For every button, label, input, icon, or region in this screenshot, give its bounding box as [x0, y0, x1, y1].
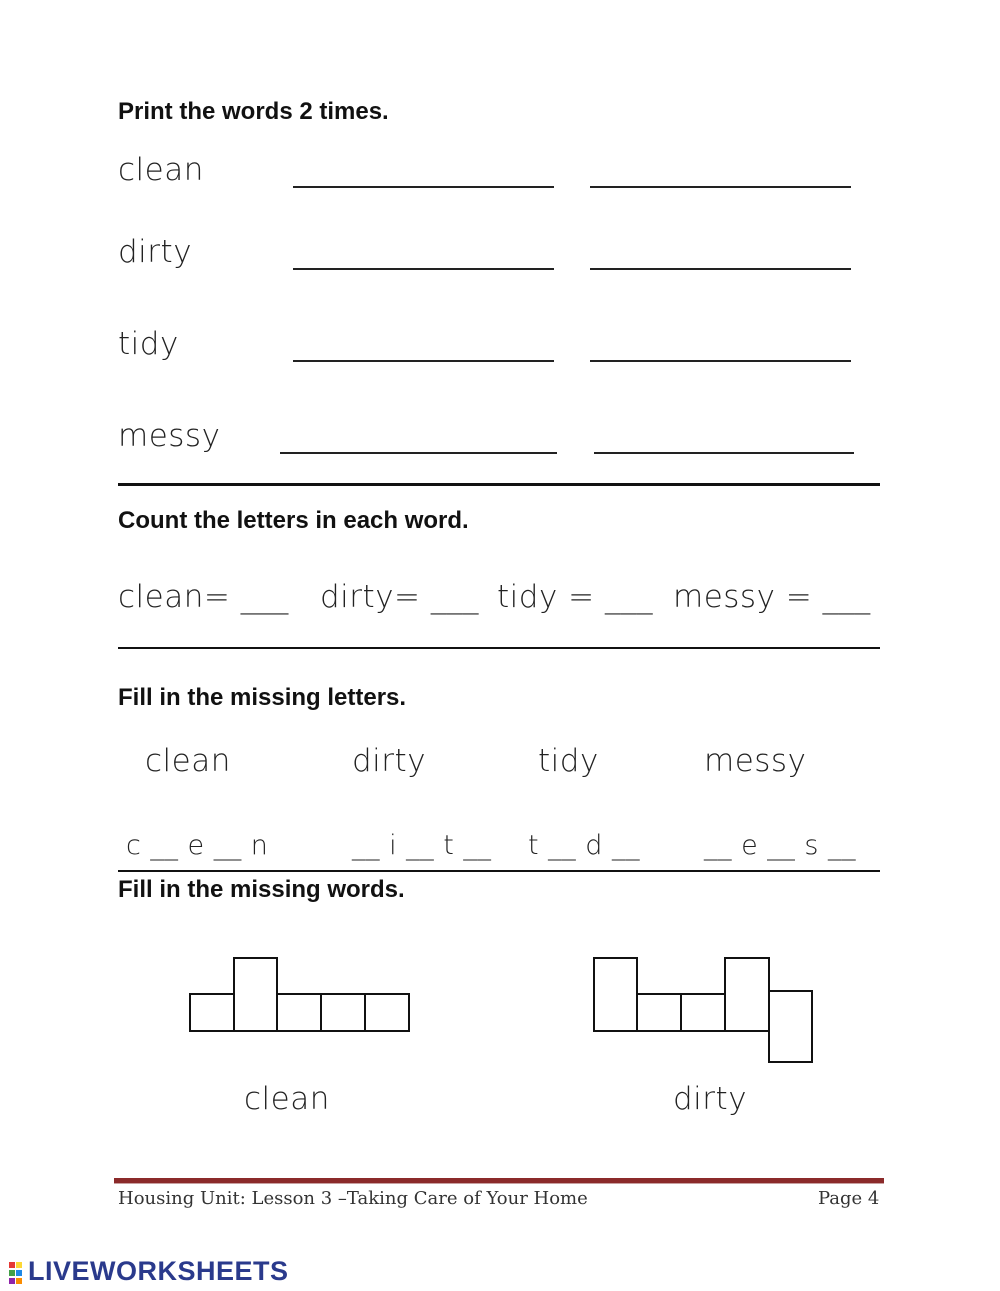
shape-label-clean: clean	[244, 1081, 330, 1117]
write-line[interactable]	[293, 268, 554, 270]
footer-lesson-title: Housing Unit: Lesson 3 –Taking Care of Your Home	[118, 1188, 588, 1209]
letter-box-descender[interactable]	[768, 990, 813, 1063]
write-line[interactable]	[280, 452, 557, 454]
letter-box[interactable]	[680, 993, 726, 1032]
letter-box[interactable]	[364, 993, 410, 1032]
footer-page-number: Page 4	[818, 1188, 880, 1209]
reference-word-messy: messy	[704, 743, 807, 779]
puzzle-tidy[interactable]: t __ d __	[528, 830, 640, 861]
footer-rule-shadow	[114, 1183, 884, 1184]
reference-word-tidy: tidy	[538, 743, 599, 779]
count-item-messy: messy = ___	[673, 579, 871, 615]
word-tidy: tidy	[118, 326, 179, 362]
write-line[interactable]	[590, 360, 851, 362]
word-dirty: dirty	[118, 234, 193, 270]
letter-box[interactable]	[636, 993, 682, 1032]
count-item-clean: clean= ___	[118, 579, 289, 615]
section-divider	[118, 483, 880, 486]
section-heading-print: Print the words 2 times.	[118, 98, 389, 125]
write-line[interactable]	[293, 186, 554, 188]
word-messy: messy	[118, 418, 221, 454]
letter-box[interactable]	[320, 993, 366, 1032]
reference-word-dirty: dirty	[352, 743, 427, 779]
letter-box-tall[interactable]	[593, 957, 638, 1032]
write-line[interactable]	[594, 452, 854, 454]
shape-label-dirty: dirty	[673, 1081, 748, 1117]
section-divider	[118, 870, 880, 872]
section-divider	[118, 647, 880, 649]
section-heading-missing-letters: Fill in the missing letters.	[118, 684, 407, 711]
liveworksheets-logo-icon	[9, 1262, 29, 1284]
word-clean: clean	[118, 152, 204, 188]
reference-word-clean: clean	[145, 743, 231, 779]
letter-box[interactable]	[276, 993, 322, 1032]
puzzle-clean[interactable]: c __ e __ n	[126, 830, 269, 861]
count-item-tidy: tidy = ___	[497, 579, 653, 615]
write-line[interactable]	[590, 268, 851, 270]
write-line[interactable]	[293, 360, 554, 362]
count-item-dirty: dirty= ___	[320, 579, 479, 615]
section-heading-missing-words: Fill in the missing words.	[118, 876, 405, 903]
letter-box[interactable]	[189, 993, 235, 1032]
write-line[interactable]	[590, 186, 851, 188]
section-heading-count: Count the letters in each word.	[118, 507, 469, 534]
puzzle-messy[interactable]: __ e __ s __	[704, 830, 857, 861]
letter-box-tall[interactable]	[233, 957, 278, 1032]
liveworksheets-logo-text: LIVEWORKSHEETS	[28, 1256, 289, 1286]
letter-box-tall[interactable]	[724, 957, 770, 1032]
puzzle-dirty[interactable]: __ i __ t __	[352, 830, 492, 861]
